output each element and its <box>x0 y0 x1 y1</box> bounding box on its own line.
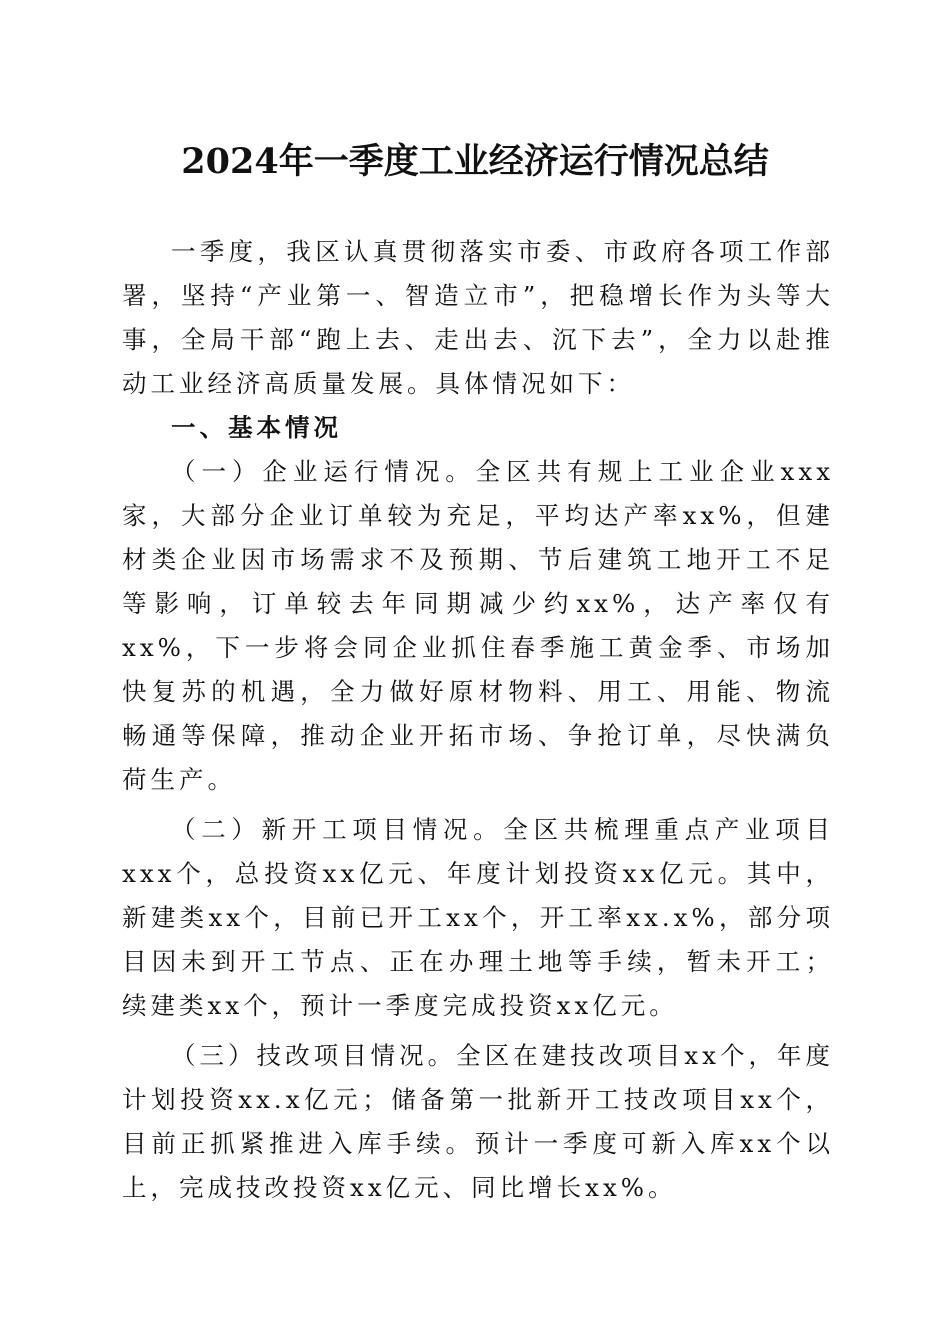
subsection-1-paragraph <box>122 450 834 802</box>
subsection-1-lead: （一）企业运行情况。 <box>171 457 476 486</box>
subsection-3-lead: （三）技改项目情况。 <box>171 1041 457 1070</box>
intro-paragraph: 一季度，我区认真贯彻落实市委、市政府各项工作部署，坚持“产业第一、智造立市”，把稳增长作为头等大事，全局干部“跑上去、走出去、沉下去”，全力以赴推动工业经济高质量发展。具体情况如下： <box>122 237 834 398</box>
subsection-3-paragraph <box>122 1034 834 1210</box>
section-heading: 一、基本情况 <box>171 413 342 442</box>
subsection-1-text: 全区共有规上工业企业xxx家，大部分企业订单较为充足，平均达产率xx%，但建材类企业因市场需求不及预期、节后建筑工地开工不足等影响，订单较去年同期减少约xx%，达产率仅有xx%，下一步将会同企业抓住春季施工黄金季、市场加快复苏的机遇，全力做好原材物料、用工、用能、物流畅通等保障，推动企业开拓市场、争抢订单，尽快满负荷生产。 <box>122 457 835 794</box>
subsection-2-lead: （二）新开工项目情况。 <box>171 815 504 844</box>
subsection-2-paragraph <box>122 808 834 1028</box>
document-body <box>122 230 834 1210</box>
subsection-3-text: 全区在建技改项目xx个，年度计划投资xx.x亿元；储备第一批新开工技改项目xx个，目前正抓紧推进入库手续。预计一季度可新入库xx个以上，完成技改投资xx亿元、同比增长xx%。 <box>122 1041 835 1202</box>
document-title: 2024年一季度工业经济运行情况总结 <box>181 141 769 182</box>
subsection-2-text: 全区共梳理重点产业项目xxx个，总投资xx亿元、年度计划投资xx亿元。其中，新建类xx个，目前已开工xx个，开工率xx.x%，部分项目因未到开工节点、正在办理土地等手续，暂未开工；续建类xx个，预计一季度完成投资xx亿元。 <box>122 815 835 1020</box>
